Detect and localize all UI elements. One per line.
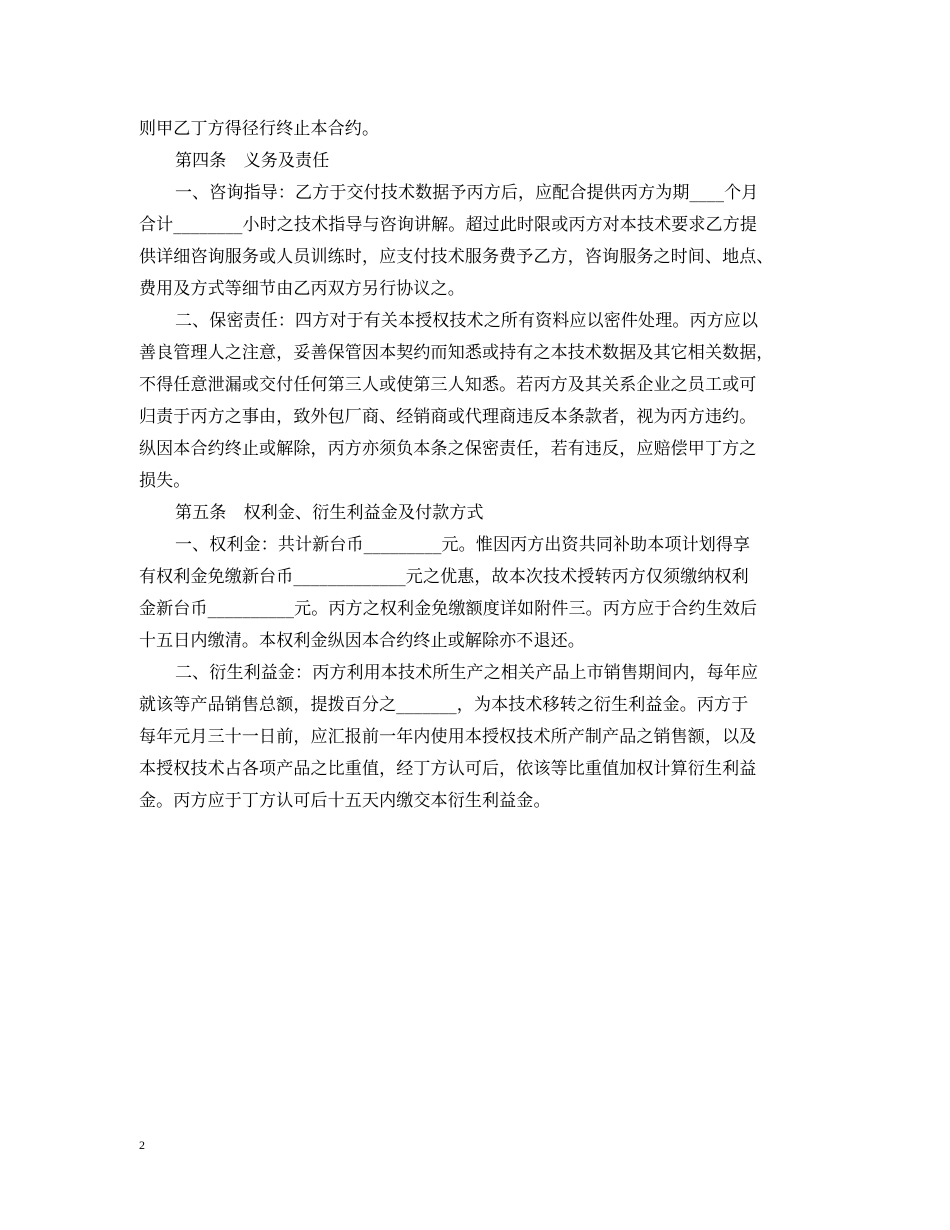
text-line: 则甲乙丁方得径行终止本合约。: [139, 119, 380, 139]
text-line: 不得任意泄漏或交付任何第三人或使第三人知悉。若丙方及其关系企业之员工或可: [139, 375, 757, 395]
text-line: 金。丙方应于丁方认可后十五天内缴交本衍生利益金。: [139, 791, 551, 811]
text-line: 善良管理人之注意，妥善保管因本契约而知悉或持有之本技术数据及其它相关数据，: [139, 343, 774, 363]
text-line: 十五日内缴清。本权利金纵因本合约终止或解除亦不退还。: [139, 631, 585, 651]
text-line: 每年元月三十一日前，应汇报前一年内使用本授权技术所产制产品之销售额，以及: [139, 727, 757, 747]
text-line: 损失。: [139, 471, 191, 491]
text-line: 有权利金免缴新台币_____________元之优惠，故本次技术授转丙方仅须缴纳权利: [139, 567, 749, 587]
text-line: 纵因本合约终止或解除，丙方亦须负本条之保密责任，若有违反，应赔偿甲丁方之: [139, 439, 757, 459]
page-number: 2: [139, 1138, 145, 1152]
text-line: 归责于丙方之事由，致外包厂商、经销商或代理商违反本条款者，视为丙方违约。: [139, 407, 757, 427]
text-line: 金新台币__________元。丙方之权利金免缴额度详如附件三。丙方应于合约生效后: [139, 599, 758, 619]
text-line: 二、保密责任：四方对于有关本授权技术之所有资料应以密件处理。丙方应以: [175, 311, 759, 331]
text-line: 第四条 义务及责任: [175, 151, 330, 171]
text-line: 一、咨询指导：乙方于交付技术数据予丙方后，应配合提供丙方为期____个月: [175, 183, 759, 203]
text-line: 合计________小时之技术指导与咨询讲解。超过此时限或丙方对本技术要求乙方提: [139, 215, 757, 235]
text-line: 就该等产品销售总额，提拨百分之_______，为本技术移转之衍生利益金。丙方于: [139, 695, 749, 715]
text-line: 供详细咨询服务或人员训练时，应支付技术服务费予乙方，咨询服务之时间、地点、: [139, 247, 774, 267]
body-text: [139, 113, 819, 817]
text-line: 第五条 权利金、衍生利益金及付款方式: [175, 503, 484, 523]
text-line: 本授权技术占各项产品之比重值，经丁方认可后，依该等比重值加权计算衍生利益: [139, 759, 757, 779]
text-line: 费用及方式等细节由乙丙双方另行协议之。: [139, 279, 465, 299]
text-line: 一、权利金：共计新台币_________元。惟因丙方出资共同补助本项计划得享: [175, 535, 751, 555]
text-line: 二、衍生利益金：丙方利用本技术所生产之相关产品上市销售期间内，每年应: [175, 663, 759, 683]
